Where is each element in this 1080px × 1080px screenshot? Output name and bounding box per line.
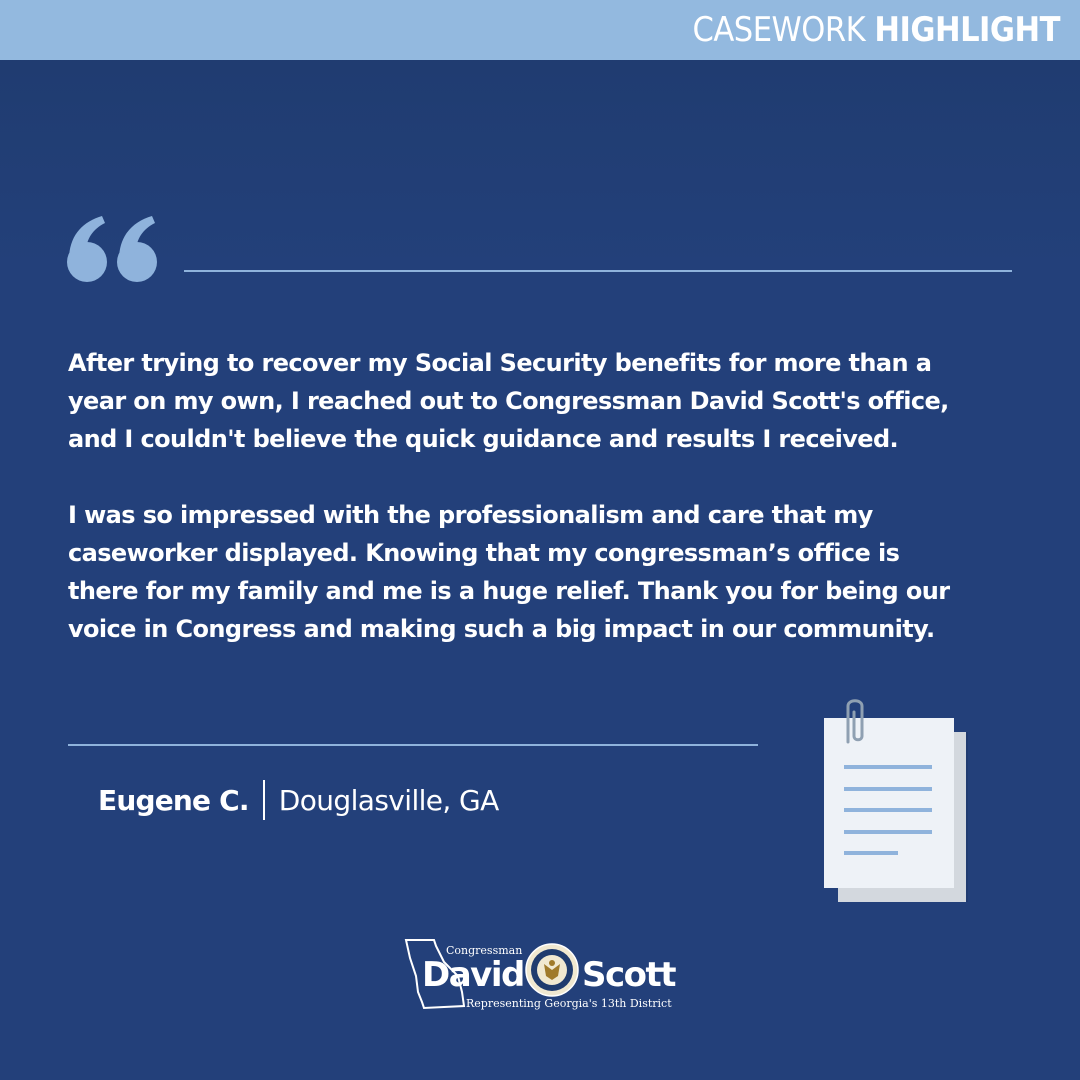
congressman-logo bbox=[404, 936, 684, 1016]
header-banner bbox=[0, 0, 1080, 60]
testimonial-quote bbox=[68, 344, 968, 686]
attribution bbox=[98, 778, 499, 822]
author-name: Eugene C. bbox=[98, 783, 249, 817]
logo-title-small: Congressman bbox=[446, 944, 523, 957]
house-seal-icon bbox=[526, 944, 578, 996]
quote-paragraph-1: After trying to recover my Social Security benefits for more than a year on my own, I reached out to Congressman David Scott's office, and I couldn't believe the quick guidance and results I received. bbox=[68, 349, 949, 453]
logo-first-name: David bbox=[422, 955, 524, 995]
logo-last-name: Scott bbox=[582, 955, 676, 995]
banner-title bbox=[693, 9, 1060, 51]
divider-bottom bbox=[68, 744, 758, 746]
divider-top bbox=[184, 270, 1012, 272]
open-quote-icon bbox=[66, 214, 162, 284]
author-location: Douglasville, GA bbox=[278, 783, 499, 817]
logo-tagline: Representing Georgia's 13th District bbox=[466, 997, 672, 1010]
document-paperclip-icon bbox=[800, 690, 990, 920]
banner-title-bold: HIGHLIGHT bbox=[874, 10, 1060, 50]
quote-paragraph-2: I was so impressed with the professionalism and care that my caseworker displayed. Knowing that my congressman’s office is there for my family and me is a huge relief. Thank you for being our voice in Congress and making such a big impact in our community. bbox=[68, 501, 950, 643]
attribution-divider bbox=[263, 780, 265, 820]
banner-title-light: CASEWORK bbox=[692, 10, 875, 50]
